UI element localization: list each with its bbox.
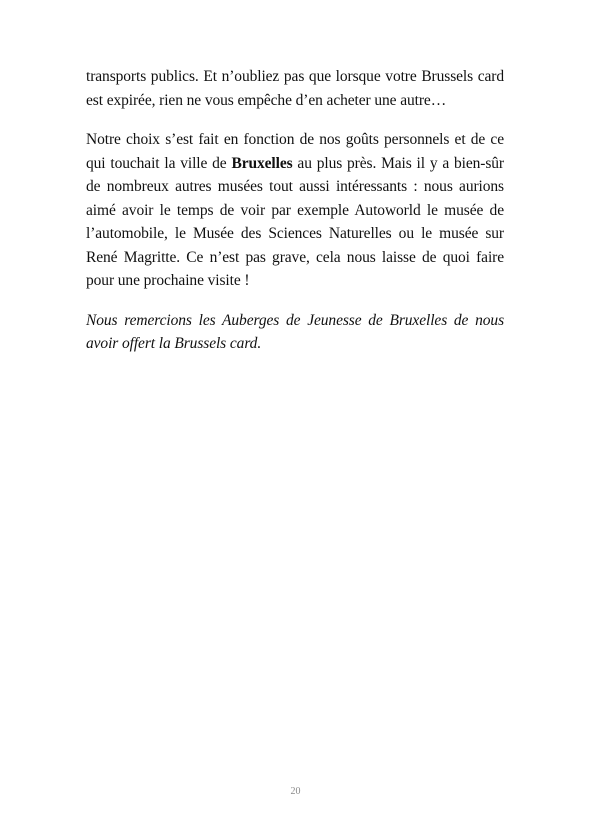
page-number: 20: [290, 786, 301, 797]
paragraph-acknowledgement: Nous remercions les Auberges de Jeunesse de Bruxelles de nous avoir offert la Brussels card.: [86, 311, 504, 352]
city-name-bold: Bruxelles: [231, 154, 293, 172]
paragraph-transport: transports publics. Et n’oubliez pas que lorsque votre Brussels card est expirée, rien ne vous empêche d’en acheter une autre…: [86, 68, 504, 109]
paragraph-museum-choice: [86, 128, 504, 293]
page-body: [86, 65, 504, 372]
paragraph-museum-choice-end: au plus près. Mais il y a bien-sûr de nombreux autres musées tout aussi intéressants : nous aurions aimé avoir le temps de voir par exemple Autoworld le musée de l’automobile, le Musée des Sciences Naturelles ou le musée sur René Magritte. Ce n’est pas grave, cela nous laisse de quoi faire pour une prochaine visite !: [86, 154, 504, 289]
paragraph-museum-choice-start: Notre choix s’est fait en fonction de nos goûts personnels et de ce qui touchait la ville de: [86, 131, 504, 172]
